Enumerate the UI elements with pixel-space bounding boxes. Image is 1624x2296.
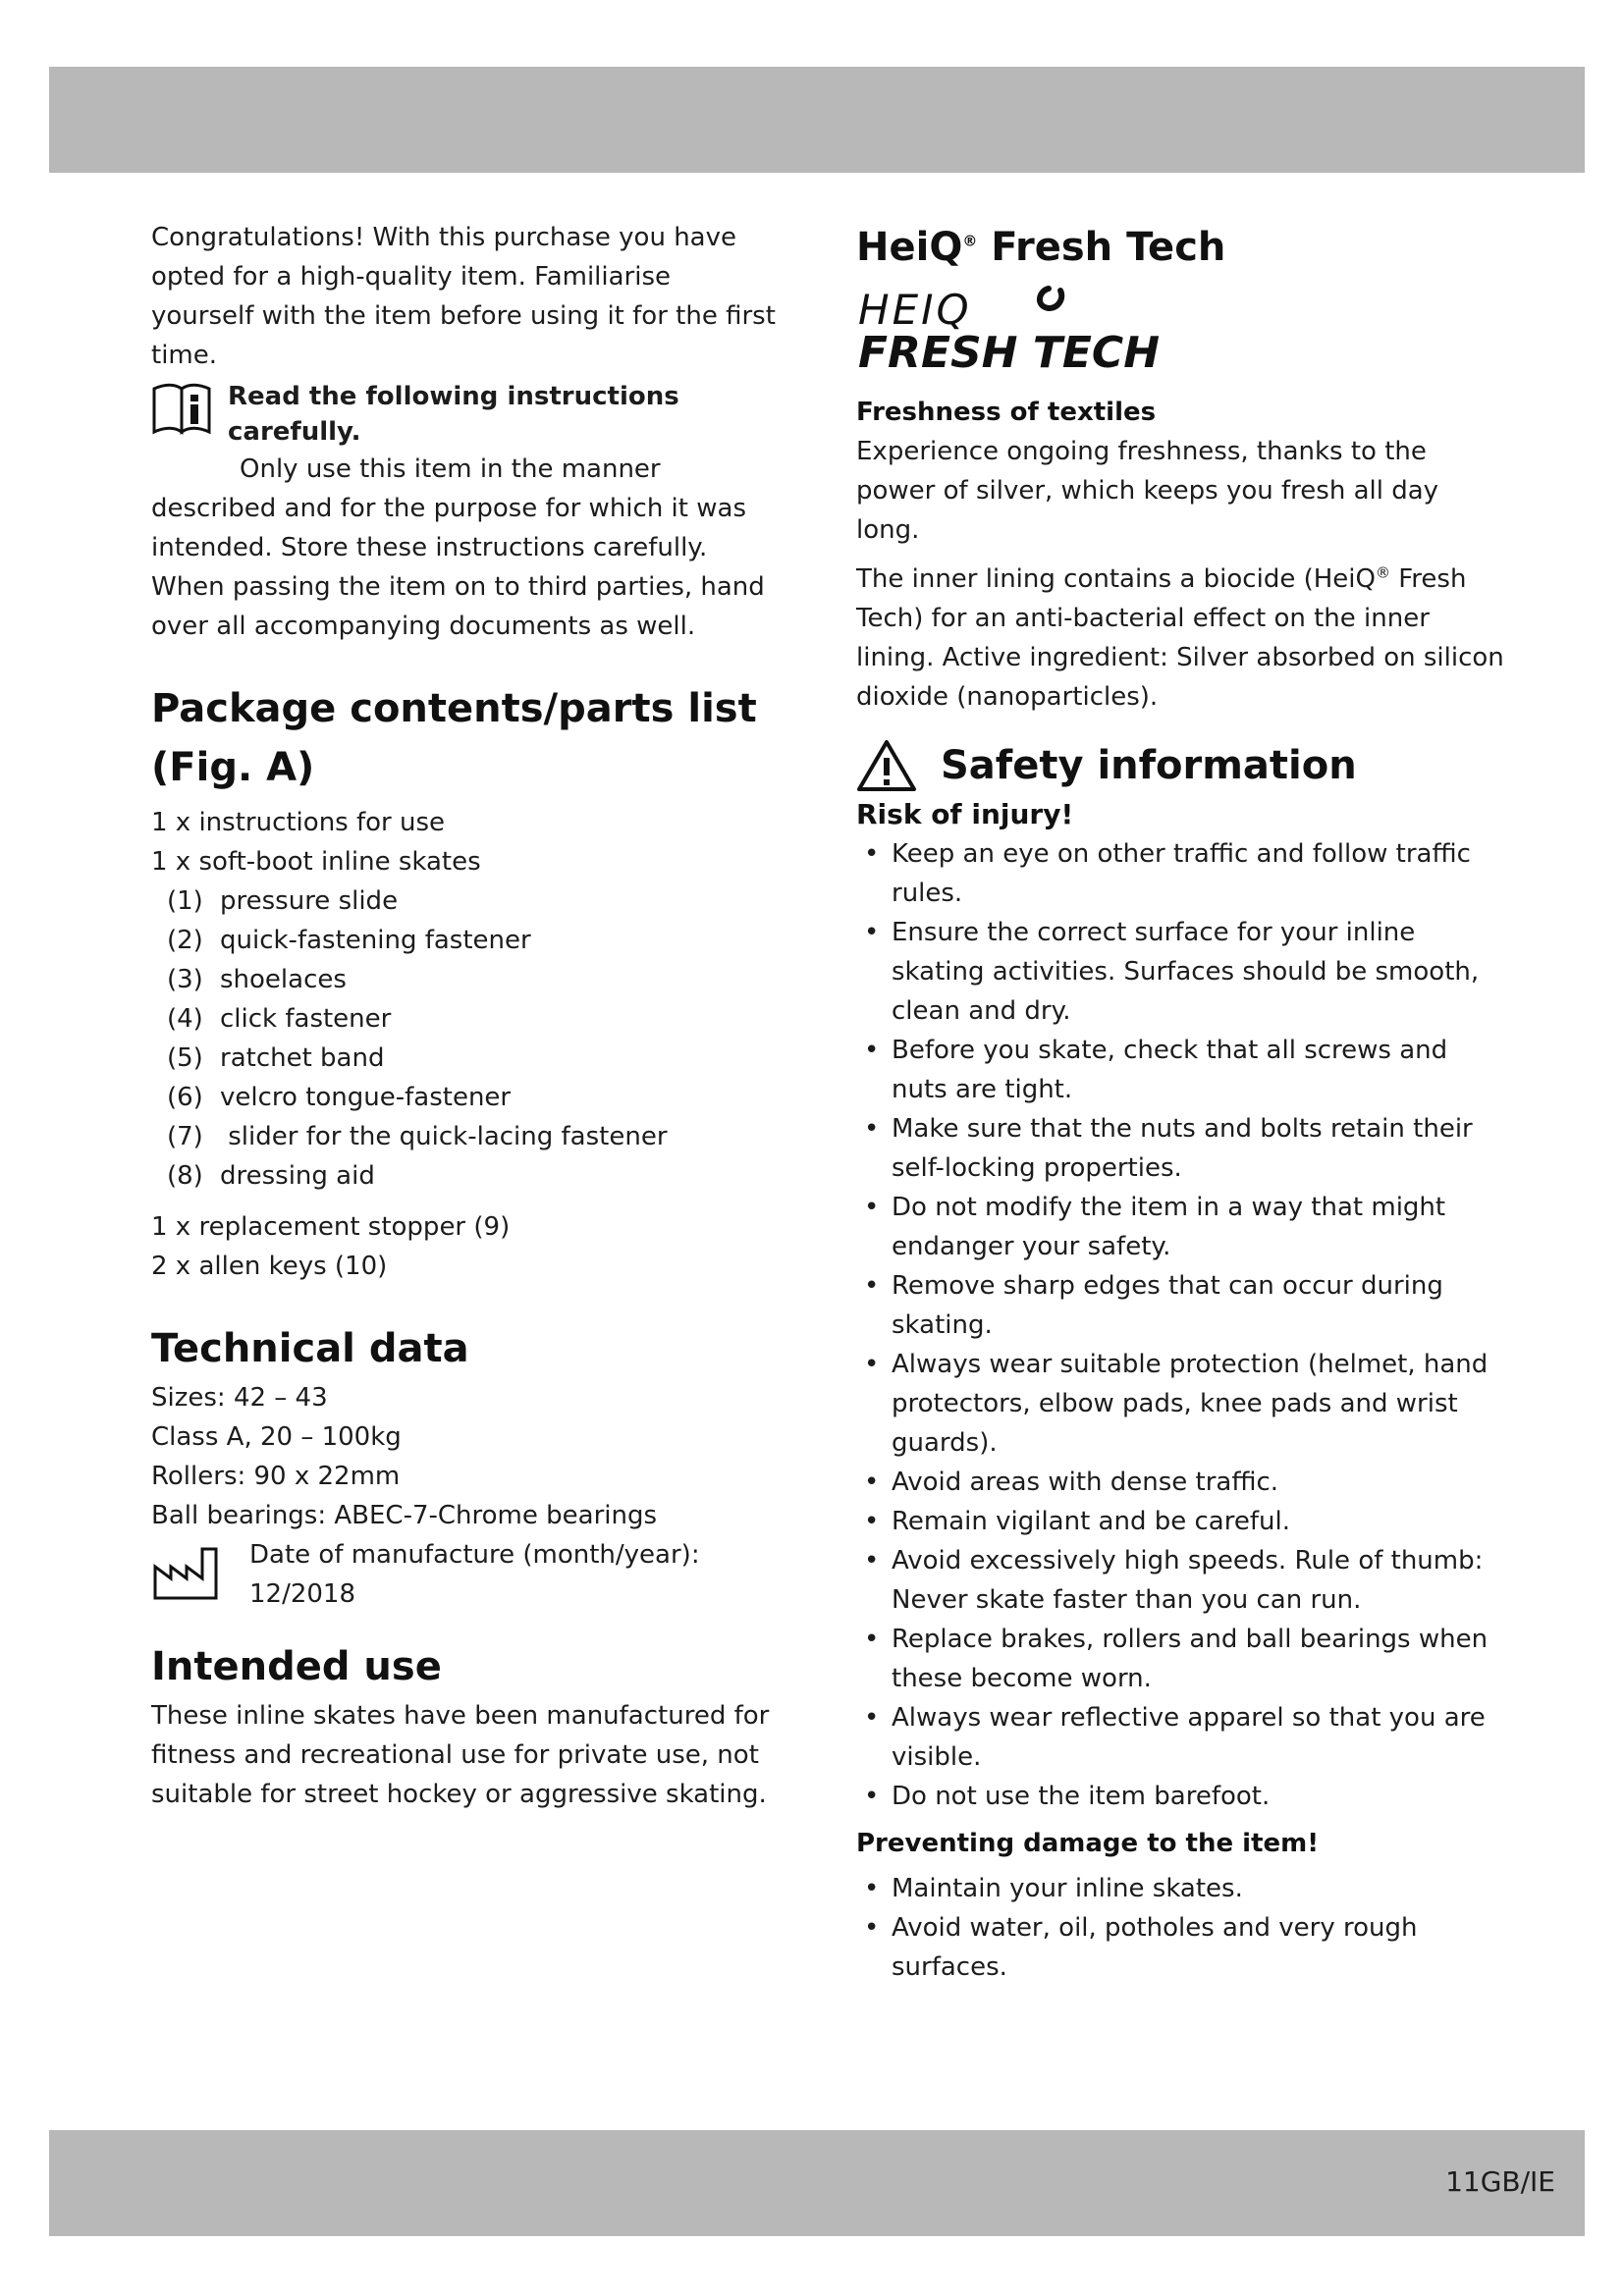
manufacture-label: Date of manufacture (month/year): (249, 1540, 700, 1570)
registered-mark: ® (962, 232, 978, 250)
part-item (167, 921, 780, 960)
freshness-heading: Freshness of textiles (856, 398, 1157, 427)
footer-band (49, 2130, 1585, 2236)
list-item: • Remove sharp edges that can occur during skating. (856, 1266, 1504, 1345)
part-item (167, 1117, 780, 1156)
part-number: (7) (167, 1122, 203, 1151)
part-number: (4) (167, 1004, 203, 1034)
list-item: Class A, 20 – 100kg (151, 1422, 402, 1452)
list-item: Rollers: 90 x 22mm (151, 1462, 401, 1491)
part-number: (5) (167, 1043, 203, 1073)
risk-list (856, 834, 1504, 1816)
part-item (167, 999, 780, 1039)
header-band (49, 67, 1585, 173)
part-label: ratchet band (220, 1043, 385, 1073)
intended-heading: Intended use (151, 1644, 442, 1689)
heiq-fresh-tech-logo (856, 281, 1249, 375)
part-label: slider for the quick-lacing fastener (220, 1122, 668, 1151)
read-instructions-icon (151, 381, 212, 436)
biocide-text-b: Fresh Tech) for an anti-bacterial effect on the inner lining. Active ingredient: Silver absorbed on silicon dioxide (nanoparticles). (856, 564, 1504, 712)
registered-mark: ® (1375, 563, 1390, 582)
page-number: 11GB/IE (1445, 2165, 1555, 2198)
list-item: • Remain vigilant and be careful. (856, 1502, 1504, 1541)
list-item: 2 x allen keys (10) (151, 1252, 388, 1281)
part-label: velcro tongue-fastener (220, 1083, 512, 1112)
safety-heading-row (856, 736, 1504, 795)
manufacture-date (151, 1535, 780, 1614)
list-item: • Always wear suitable protection (helmet, hand protectors, elbow pads, knee pads and wrist guards). (856, 1345, 1504, 1463)
risk-heading: Risk of injury! (856, 798, 1074, 830)
list-item: 1 x soft-boot inline skates (151, 847, 481, 877)
note-title: Read the following instructions carefully. (228, 382, 679, 447)
part-number: (3) (167, 965, 203, 994)
right-column (856, 218, 1504, 1987)
left-column (151, 218, 780, 1814)
list-item: • Do not use the item barefoot. (856, 1777, 1504, 1816)
list-item: • Do not modify the item in a way that might endanger your safety. (856, 1188, 1504, 1266)
list-item: Sizes: 42 – 43 (151, 1383, 328, 1413)
part-number: (6) (167, 1083, 203, 1112)
parts-list (151, 881, 780, 1196)
list-item: Ball bearings: ABEC-7-Chrome bearings (151, 1501, 658, 1530)
list-item: 1 x replacement stopper (9) (151, 1212, 511, 1242)
safety-heading: Safety information (941, 743, 1357, 788)
heiq-heading-brand: HeiQ (856, 225, 963, 270)
part-label: quick-fastening fastener (220, 926, 531, 955)
heiq-heading-rest: Fresh Tech (977, 225, 1226, 270)
package-list-bottom (151, 1207, 780, 1286)
biocide-text (856, 560, 1504, 717)
list-item: • Keep an eye on other traffic and follow traffic rules. (856, 834, 1504, 913)
part-item (167, 1039, 780, 1078)
instructions-note (151, 379, 780, 450)
part-number: (1) (167, 886, 203, 916)
part-item (167, 1156, 780, 1196)
list-item: • Always wear reflective apparel so that you are visible. (856, 1698, 1504, 1777)
factory-icon (151, 1545, 220, 1602)
warning-icon (856, 738, 917, 793)
package-heading: Package contents/parts list (Fig. A) (151, 686, 757, 790)
part-label: click fastener (220, 1004, 392, 1034)
part-label: shoelaces (220, 965, 347, 994)
list-item: • Avoid areas with dense traffic. (856, 1463, 1504, 1502)
list-item: • Make sure that the nuts and bolts retain their self-locking properties. (856, 1109, 1504, 1188)
list-item: • Avoid excessively high speeds. Rule of thumb: Never skate faster than you can run. (856, 1541, 1504, 1620)
list-item: • Replace brakes, rollers and ball bearings when these become worn. (856, 1620, 1504, 1698)
damage-list (856, 1869, 1504, 1987)
list-item: • Avoid water, oil, potholes and very rough surfaces. (856, 1908, 1504, 1987)
list-item: • Maintain your inline skates. (856, 1869, 1504, 1908)
technical-list (151, 1378, 780, 1535)
logo-line1: HEIQ (858, 286, 972, 334)
intended-text: These inline skates have been manufactured for fitness and recreational use for private use, not suitable for street hockey or aggressive skating. (151, 1701, 770, 1809)
part-label: dressing aid (220, 1161, 375, 1191)
list-item: 1 x instructions for use (151, 808, 446, 837)
list-item: • Ensure the correct surface for your inline skating activities. Surfaces should be smooth, clean and dry. (856, 913, 1504, 1031)
damage-heading: Preventing damage to the item! (856, 1829, 1320, 1858)
part-label: pressure slide (220, 886, 399, 916)
part-item (167, 1078, 780, 1117)
biocide-text-a: The inner lining contains a biocide (HeiQ (856, 564, 1376, 594)
heiq-heading (856, 218, 1504, 277)
note-body: Only use this item in the manner described and for the purpose for which it was intended. Store these instructions carefully. When passing the item on to third parties, hand over all accompanying documents as well. (151, 454, 765, 641)
package-list-top (151, 803, 780, 881)
list-item: • Before you skate, check that all screws and nuts are tight. (856, 1031, 1504, 1109)
technical-heading: Technical data (151, 1326, 469, 1371)
freshness-text: Experience ongoing freshness, thanks to the power of silver, which keeps you fresh all day long. (856, 437, 1439, 545)
part-item (167, 960, 780, 999)
intro-text: Congratulations! With this purchase you have opted for a high-quality item. Familiarise yourself with the item before using it for the first time. (151, 223, 776, 370)
manufacture-value: 12/2018 (249, 1579, 356, 1609)
logo-line2: FRESH TECH (858, 328, 1161, 375)
part-number: (8) (167, 1161, 203, 1191)
part-number: (2) (167, 926, 203, 955)
part-item (167, 881, 780, 921)
